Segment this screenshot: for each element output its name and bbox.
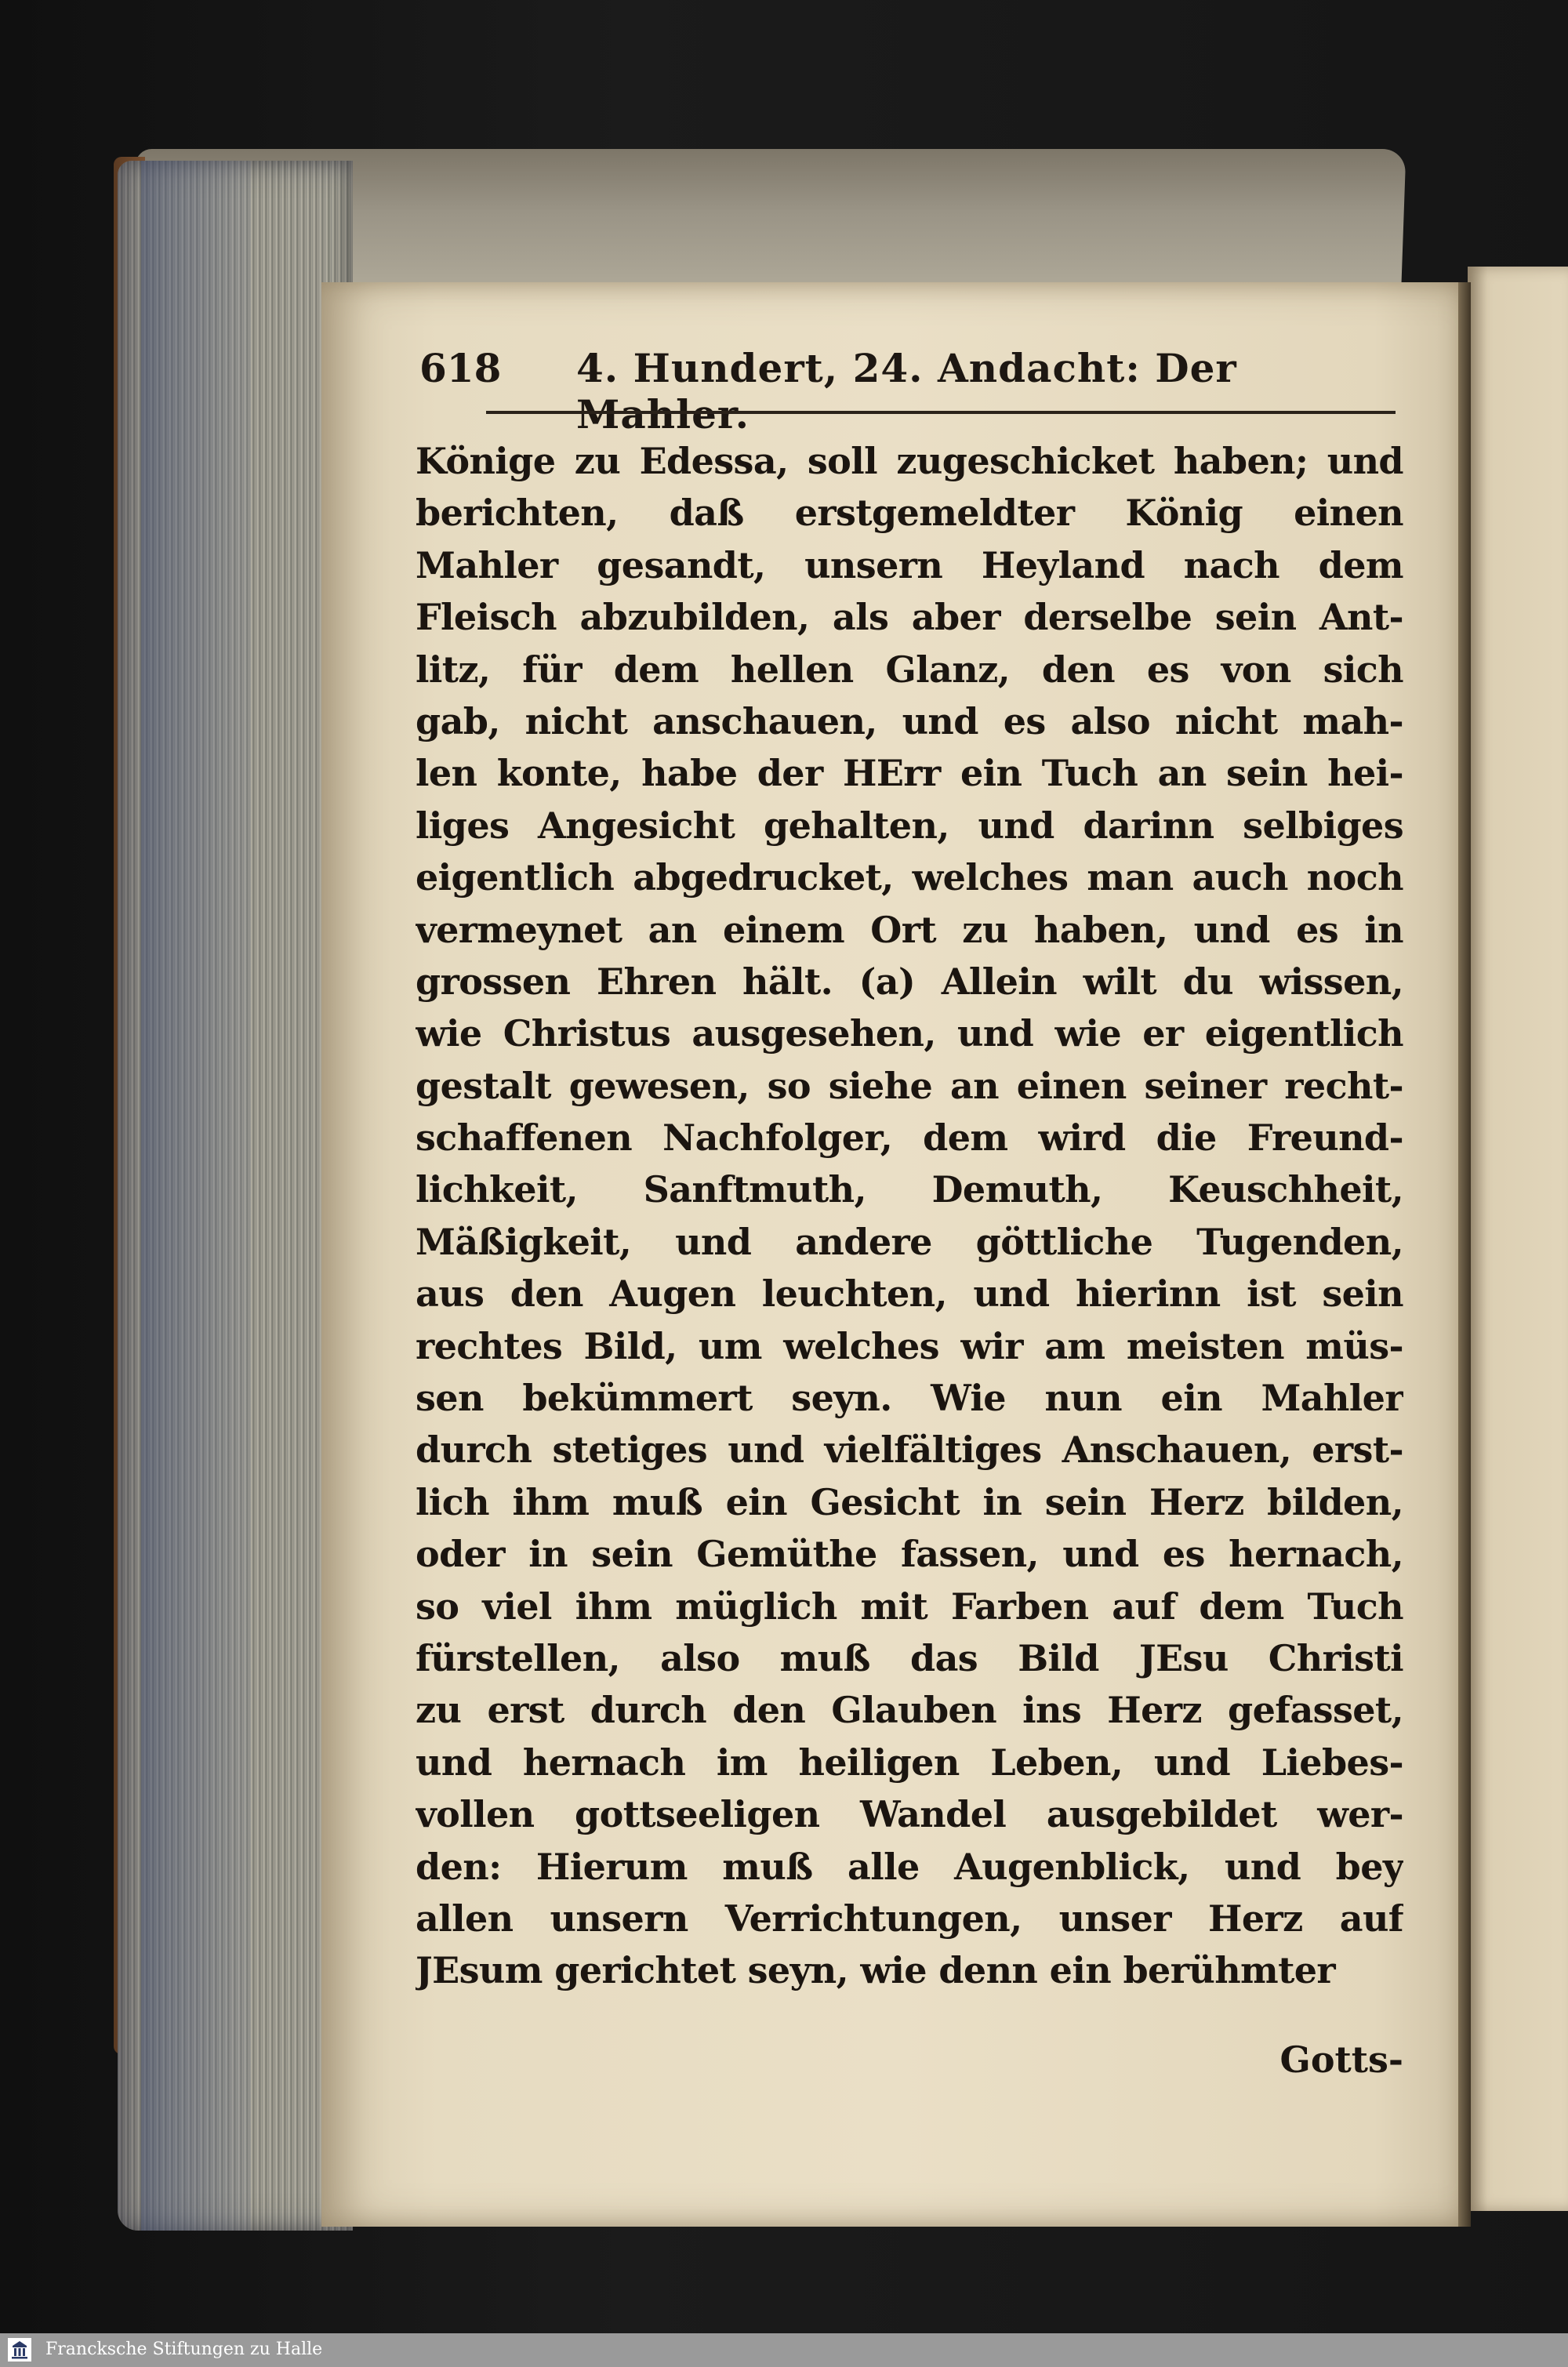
text-line: gestalt gewesen, so siehe an einen seiner recht- bbox=[416, 1064, 1403, 1107]
text-line: zu erst durch den Glauben ins Herz gefasset, bbox=[416, 1689, 1403, 1732]
text-line: berichten, daß erstgemeldter König einen bbox=[416, 492, 1403, 535]
running-head: 4. Hundert, 24. Andacht: Der Mahler. bbox=[576, 345, 1237, 437]
text-line: allen unsern Verrichtungen, unser Herz auf bbox=[416, 1897, 1403, 1940]
text-line: fürstellen, also muß das Bild JEsu Christi bbox=[416, 1636, 1403, 1679]
text-line: len konte, habe der HErr ein Tuch an sein hei- bbox=[416, 752, 1403, 795]
text-line: JEsum gerichtet seyn, wie denn ein berühmter bbox=[416, 1949, 1336, 1992]
text-line: vollen gottseeligen Wandel ausgebildet wer- bbox=[416, 1793, 1403, 1836]
text-line: aus den Augen leuchten, und hierinn ist sein bbox=[416, 1272, 1403, 1316]
text-line: grossen Ehren hält. (a) Allein wilt du wissen, bbox=[416, 960, 1403, 1003]
catchword: Gotts- bbox=[1279, 2038, 1403, 2081]
text-line: so viel ihm müglich mit Farben auf dem Tuch bbox=[416, 1585, 1403, 1628]
next-page-edge bbox=[1468, 267, 1568, 2211]
text-line: Mäßigkeit, und andere göttliche Tugenden, bbox=[416, 1220, 1403, 1263]
text-line: durch stetiges und vielfältiges Anschauen, erst- bbox=[416, 1429, 1403, 1472]
text-line: den: Hierum muß alle Augenblick, und bey bbox=[416, 1845, 1403, 1888]
page-header bbox=[419, 345, 1392, 437]
page-gutter bbox=[1458, 282, 1471, 2227]
page-stack-edge bbox=[118, 161, 353, 2231]
text-line: oder in sein Gemüthe fassen, und es hernach, bbox=[416, 1533, 1403, 1576]
text-line: vermeynet an einem Ort zu haben, und es in bbox=[416, 908, 1403, 951]
text-line: eigentlich abgedrucket, welches man auch noch bbox=[416, 856, 1403, 899]
institution-logo-icon bbox=[8, 2338, 31, 2362]
text-line: lichkeit, Sanftmuth, Demuth, Keuschheit, bbox=[416, 1168, 1403, 1211]
text-line: litz, für dem hellen Glanz, den es von sich bbox=[416, 648, 1403, 691]
institution-name: Francksche Stiftungen zu Halle bbox=[45, 2340, 323, 2359]
text-line: sen bekümmert seyn. Wie nun ein Mahler bbox=[416, 1377, 1403, 1420]
footer-bar bbox=[0, 2333, 1568, 2367]
text-line: wie Christus ausgesehen, und wie er eigentlich bbox=[416, 1012, 1403, 1055]
text-line: rechtes Bild, um welches wir am meisten müs- bbox=[416, 1324, 1403, 1367]
header-rule bbox=[486, 411, 1396, 414]
text-line: Könige zu Edessa, soll zugeschicket haben; und bbox=[416, 440, 1403, 482]
text-line: und hernach im heiligen Leben, und Liebes- bbox=[416, 1741, 1403, 1784]
text-line: liges Angesicht gehalten, und darinn selbiges bbox=[416, 804, 1403, 847]
body-text bbox=[416, 435, 1403, 1997]
text-line: Fleisch abzubilden, als aber derselbe sein Ant- bbox=[416, 596, 1403, 639]
text-line: Mahler gesandt, unsern Heyland nach dem bbox=[416, 543, 1403, 586]
text-line: gab, nicht anschauen, und es also nicht mah- bbox=[416, 699, 1403, 742]
text-line: lich ihm muß ein Gesicht in sein Herz bilden, bbox=[416, 1480, 1403, 1523]
text-line: schaffenen Nachfolger, dem wird die Freund- bbox=[416, 1116, 1403, 1160]
page-number: 618 bbox=[419, 345, 502, 391]
